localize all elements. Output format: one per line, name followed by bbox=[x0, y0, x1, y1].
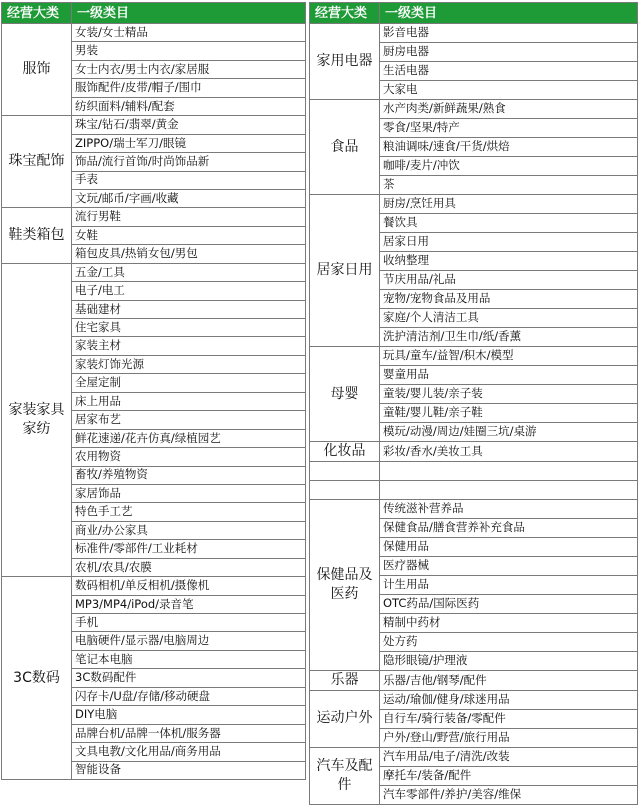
main-category-cell: 母婴 bbox=[310, 347, 380, 442]
sub-category-cell: 医疗器械 bbox=[380, 556, 638, 575]
sub-category-cell: 节庆用品/礼品 bbox=[380, 271, 638, 290]
sub-category-cell: 特色手工艺 bbox=[72, 503, 306, 521]
sub-category-cell: 洗护清洁剂/卫生巾/纸/香薰 bbox=[380, 328, 638, 347]
sub-category-cell: 摩托车/装备/配件 bbox=[380, 766, 638, 785]
sub-category-cell: 计生用品 bbox=[380, 575, 638, 594]
sub-category-cell: 保健食品/膳食营养补充食品 bbox=[380, 518, 638, 537]
sub-category-cell: 保健用品 bbox=[380, 537, 638, 556]
sub-category-cell: 标准件/零部件/工业耗材 bbox=[72, 540, 306, 558]
header-sub-category: 一级类目 bbox=[380, 3, 638, 24]
table-row bbox=[2, 116, 306, 134]
sub-category-cell: 闪存卡/U盘/存储/移动硬盘 bbox=[72, 687, 306, 705]
table-row bbox=[310, 195, 638, 214]
table-row bbox=[310, 480, 638, 499]
sub-category-cell: 家居饰品 bbox=[72, 484, 306, 502]
sub-category-cell: 婴童用品 bbox=[380, 366, 638, 385]
sub-category-cell: 珠宝/钻石/翡翠/黄金 bbox=[72, 116, 306, 134]
header-main-category: 经营大类 bbox=[310, 3, 380, 24]
main-category-cell: 鞋类箱包 bbox=[2, 208, 72, 263]
sub-category-cell: 品牌台机/品牌一体机/服务器 bbox=[72, 724, 306, 742]
main-category-cell: 保健品及医药 bbox=[310, 499, 380, 670]
sub-category-cell: 女装/女士精品 bbox=[72, 24, 306, 42]
sub-category-cell: 大家电 bbox=[380, 81, 638, 100]
sub-category-cell: 童鞋/婴儿鞋/亲子鞋 bbox=[380, 404, 638, 423]
header-sub-category: 一级类目 bbox=[72, 3, 306, 24]
sub-category-cell: 生活电器 bbox=[380, 62, 638, 81]
sub-category-cell: MP3/MP4/iPod/录音笔 bbox=[72, 595, 306, 613]
table-row bbox=[2, 577, 306, 595]
main-category-cell: 家装家具家纺 bbox=[2, 263, 72, 576]
sub-category-cell: 农机/农具/农膜 bbox=[72, 558, 306, 576]
sub-category-cell: 户外/登山/野营/旅行用品 bbox=[380, 728, 638, 747]
table-row bbox=[310, 670, 638, 690]
table-row bbox=[310, 690, 638, 709]
sub-category-cell: 电脑硬件/显示器/电脑周边 bbox=[72, 632, 306, 650]
sub-category-cell: 五金/工具 bbox=[72, 263, 306, 281]
sub-category-cell: 零食/坚果/特产 bbox=[380, 119, 638, 138]
sub-category-cell: 农用物资 bbox=[72, 448, 306, 466]
main-category-cell: 汽车及配件 bbox=[310, 747, 380, 804]
sub-category-cell: 传统滋补营养品 bbox=[380, 499, 638, 518]
sub-category-cell: 咖啡/麦片/冲饮 bbox=[380, 157, 638, 176]
main-category-cell: 家用电器 bbox=[310, 24, 380, 100]
sub-category-cell: 家庭/个人清洁工具 bbox=[380, 309, 638, 328]
header-row bbox=[310, 3, 638, 24]
sub-category-cell: 厨房电器 bbox=[380, 43, 638, 62]
sub-category-cell: 居家日用 bbox=[380, 233, 638, 252]
sub-category-cell: 数码相机/单反相机/摄像机 bbox=[72, 577, 306, 595]
sub-category-cell: 家装主材 bbox=[72, 337, 306, 355]
main-category-cell: 食品 bbox=[310, 100, 380, 195]
sub-category-cell: 宠物/宠物食品及用品 bbox=[380, 290, 638, 309]
sub-category-cell: 汽车零部件/养护/美容/维保 bbox=[380, 785, 638, 804]
sub-category-cell: 畜牧/养殖物资 bbox=[72, 466, 306, 484]
sub-category-cell: DIY电脑 bbox=[72, 706, 306, 724]
main-category-cell bbox=[310, 461, 380, 480]
sub-category-cell: 女士内衣/男士内衣/家居服 bbox=[72, 60, 306, 78]
table-row bbox=[310, 461, 638, 480]
sub-category-cell: 收纳整理 bbox=[380, 252, 638, 271]
table-row bbox=[310, 442, 638, 462]
sub-category-cell: 水产肉类/新鲜蔬果/熟食 bbox=[380, 100, 638, 119]
sub-category-cell: 流行男鞋 bbox=[72, 208, 306, 226]
sub-category-cell: 餐饮具 bbox=[380, 214, 638, 233]
sub-category-cell: 住宅家具 bbox=[72, 319, 306, 337]
sub-category-cell: 文玩/邮币/字画/收藏 bbox=[72, 189, 306, 207]
sub-category-cell: 床上用品 bbox=[72, 392, 306, 410]
main-category-cell bbox=[310, 480, 380, 499]
table-row bbox=[2, 24, 306, 42]
main-category-cell: 化妆品 bbox=[310, 442, 380, 462]
main-category-cell: 居家日用 bbox=[310, 195, 380, 347]
right-category-table bbox=[309, 2, 638, 805]
sub-category-cell: 家装灯饰光源 bbox=[72, 355, 306, 373]
main-category-cell: 服饰 bbox=[2, 24, 72, 116]
sub-category-cell: 商业/办公家具 bbox=[72, 521, 306, 539]
sub-category-cell: 汽车用品/电子/清洗/改装 bbox=[380, 747, 638, 766]
sub-category-cell: 自行车/骑行装备/零配件 bbox=[380, 709, 638, 728]
sub-category-cell: 女鞋 bbox=[72, 226, 306, 244]
sub-category-cell: 玩具/童车/益智/积木/模型 bbox=[380, 347, 638, 366]
sub-category-cell bbox=[380, 461, 638, 480]
left-category-table bbox=[1, 2, 306, 780]
sub-category-cell: ZIPPO/瑞士军刀/眼镜 bbox=[72, 134, 306, 152]
sub-category-cell: 童装/婴儿装/亲子装 bbox=[380, 385, 638, 404]
sub-category-cell: 3C数码配件 bbox=[72, 669, 306, 687]
sub-category-cell: 基础建材 bbox=[72, 300, 306, 318]
sub-category-cell: 居家布艺 bbox=[72, 411, 306, 429]
sub-category-cell: 粮油调味/速食/干货/烘焙 bbox=[380, 138, 638, 157]
header-main-category: 经营大类 bbox=[2, 3, 72, 24]
sub-category-cell: 精制中药材 bbox=[380, 613, 638, 632]
sub-category-cell: 饰品/流行首饰/时尚饰品新 bbox=[72, 153, 306, 171]
sub-category-cell: 男装 bbox=[72, 42, 306, 60]
main-category-cell: 运动户外 bbox=[310, 690, 380, 747]
sub-category-cell: 鲜花速递/花卉仿真/绿植园艺 bbox=[72, 429, 306, 447]
sub-category-cell: 影音电器 bbox=[380, 24, 638, 43]
table-row bbox=[310, 499, 638, 518]
sub-category-cell: 运动/瑜伽/健身/球迷用品 bbox=[380, 690, 638, 709]
sub-category-cell: 手表 bbox=[72, 171, 306, 189]
table-row bbox=[2, 263, 306, 281]
sub-category-cell: 模玩/动漫/周边/娃圈三坑/桌游 bbox=[380, 423, 638, 442]
sub-category-cell: 文具电教/文化用品/商务用品 bbox=[72, 743, 306, 761]
sub-category-cell: 茶 bbox=[380, 176, 638, 195]
sub-category-cell: 彩妆/香水/美妆工具 bbox=[380, 442, 638, 462]
table-row bbox=[310, 747, 638, 766]
main-category-cell: 乐器 bbox=[310, 670, 380, 690]
main-category-cell: 3C数码 bbox=[2, 577, 72, 780]
sub-category-cell: 智能设备 bbox=[72, 761, 306, 779]
sub-category-cell: 厨房/烹饪用具 bbox=[380, 195, 638, 214]
sub-category-cell: 手机 bbox=[72, 614, 306, 632]
sub-category-cell bbox=[380, 480, 638, 499]
table-row bbox=[310, 347, 638, 366]
sub-category-cell: OTC药品/国际医药 bbox=[380, 594, 638, 613]
table-row bbox=[310, 24, 638, 43]
sub-category-cell: 电子/电工 bbox=[72, 282, 306, 300]
table-row bbox=[2, 208, 306, 226]
sub-category-cell: 箱包皮具/热销女包/男包 bbox=[72, 245, 306, 263]
main-category-cell: 珠宝配饰 bbox=[2, 116, 72, 208]
sub-category-cell: 全屋定制 bbox=[72, 374, 306, 392]
sub-category-cell: 乐器/吉他/钢琴/配件 bbox=[380, 670, 638, 690]
table-row bbox=[310, 100, 638, 119]
sub-category-cell: 笔记本电脑 bbox=[72, 650, 306, 668]
sub-category-cell: 服饰配件/皮带/帽子/围巾 bbox=[72, 79, 306, 97]
sub-category-cell: 处方药 bbox=[380, 632, 638, 651]
header-row bbox=[2, 3, 306, 24]
sub-category-cell: 隐形眼镜/护理液 bbox=[380, 651, 638, 670]
sub-category-cell: 纺织面料/辅料/配套 bbox=[72, 97, 306, 115]
